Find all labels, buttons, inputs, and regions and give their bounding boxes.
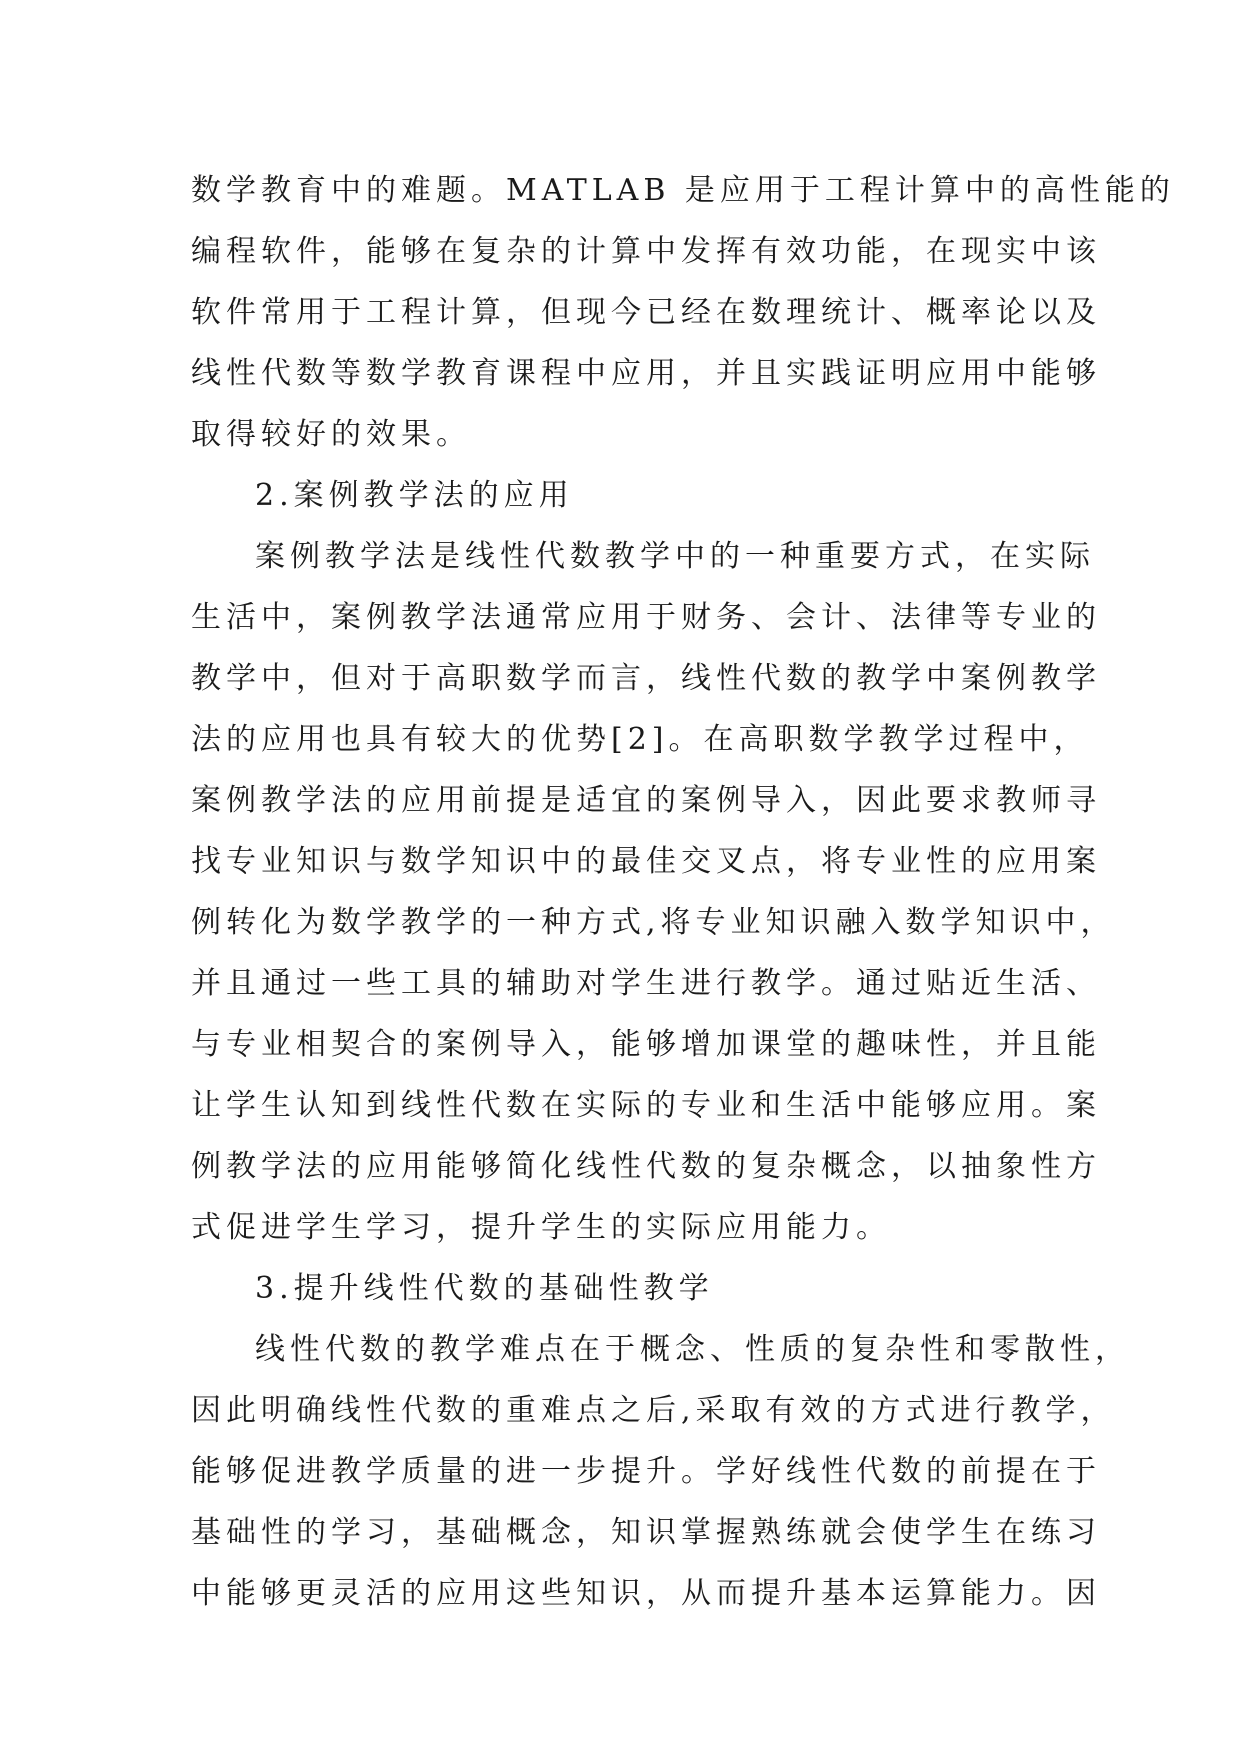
text-line: 中能够更灵活的应用这些知识，从而提升基本运算能力。因 bbox=[191, 1576, 1101, 1611]
text-line: 基础性的学习，基础概念，知识掌握熟练就会使学生在练习 bbox=[191, 1515, 1101, 1550]
text-line: 取得较好的效果。 bbox=[191, 417, 471, 452]
text-line: 线性代数的教学难点在于概念、性质的复杂性和零散性， bbox=[255, 1332, 1130, 1367]
text-line: 并且通过一些工具的辅助对学生进行教学。通过贴近生活、 bbox=[191, 966, 1101, 1001]
text-line: 生活中，案例教学法通常应用于财务、会计、法律等专业的 bbox=[191, 600, 1101, 635]
text-line: 教学中，但对于高职数学而言，线性代数的教学中案例教学 bbox=[191, 661, 1101, 696]
text-line: 法的应用也具有较大的优势[2]。在高职数学教学过程中， bbox=[191, 722, 1089, 757]
text-line: 找专业知识与数学知识中的最佳交叉点，将专业性的应用案 bbox=[191, 844, 1101, 879]
text-line: 编程软件，能够在复杂的计算中发挥有效功能，在现实中该 bbox=[191, 234, 1101, 269]
text-line: 例转化为数学教学的一种方式,将专业知识融入数学知识中， bbox=[191, 905, 1116, 940]
text-line: 例教学法的应用能够简化线性代数的复杂概念，以抽象性方 bbox=[191, 1149, 1101, 1184]
text-line: 线性代数等数学教育课程中应用，并且实践证明应用中能够 bbox=[191, 356, 1101, 391]
body-text bbox=[191, 160, 1175, 1624]
text-line: 3.提升线性代数的基础性教学 bbox=[255, 1271, 714, 1306]
text-line: 软件常用于工程计算，但现今已经在数理统计、概率论以及 bbox=[191, 295, 1101, 330]
text-line: 让学生认知到线性代数在实际的专业和生活中能够应用。案 bbox=[191, 1088, 1101, 1123]
text-line: 能够促进教学质量的进一步提升。学好线性代数的前提在于 bbox=[191, 1454, 1101, 1489]
text-line: 2.案例教学法的应用 bbox=[255, 478, 574, 513]
text-line: 因此明确线性代数的重难点之后,采取有效的方式进行教学， bbox=[191, 1393, 1116, 1428]
text-line: 与专业相契合的案例导入，能够增加课堂的趣味性，并且能 bbox=[191, 1027, 1101, 1062]
text-line: 案例教学法的应用前提是适宜的案例导入，因此要求教师寻 bbox=[191, 783, 1101, 818]
text-line: 案例教学法是线性代数教学中的一种重要方式，在实际 bbox=[255, 539, 1095, 574]
text-line: 数学教育中的难题。MATLAB 是应用于工程计算中的高性能的 bbox=[191, 173, 1175, 208]
text-line: 式促进学生学习，提升学生的实际应用能力。 bbox=[191, 1210, 891, 1245]
